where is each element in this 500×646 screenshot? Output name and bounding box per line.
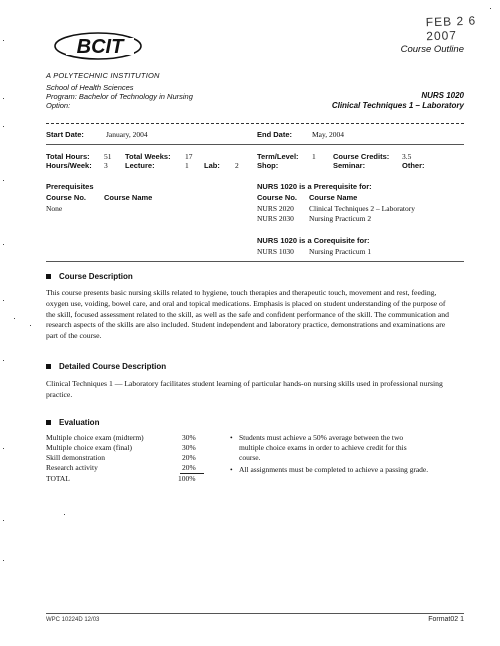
other-label: Other:: [402, 161, 425, 170]
start-date-label: Start Date:: [46, 130, 84, 139]
program: Program: Bachelor of Technology in Nursing: [46, 92, 193, 101]
term-label: Term/Level:: [257, 152, 299, 161]
eval-row-4-weight: 20%: [182, 463, 196, 472]
dates-rule: [46, 144, 464, 145]
term-value: 1: [312, 152, 316, 161]
prereq-for-col-name: Course Name: [309, 193, 358, 202]
footer-rule: [46, 613, 464, 614]
course-description-heading: [46, 272, 133, 281]
section-bullet-icon: [46, 274, 51, 279]
prereq-none: None: [46, 204, 63, 213]
course-description-text: This course presents basic nursing skills related to hygiene, touch therapies and therapeutic touch, movement and rest, feeding, oxygen use, voiding, bowel care, and oral and topical medications. Emphasis is placed on student understanding of the purpose of the skill, focused assessment related to the skill, as well as the safe and confident performance of the skill. The communication and research aspects of the skills are also included. Student independent and laboratory practice, demonstrations and examinations are part of the course.: [46, 288, 449, 341]
eval-total-item: TOTAL: [46, 474, 70, 483]
total-weeks-label: Total Weeks:: [125, 152, 171, 161]
start-date-value: January, 2004: [106, 130, 148, 139]
prereq-col-name: Course Name: [104, 193, 153, 202]
total-weeks-value: 17: [185, 152, 193, 161]
shop-label: Shop:: [257, 161, 279, 170]
tagline: A POLYTECHNIC INSTITUTION: [46, 71, 160, 80]
coreq-row-1-no: NURS 1030: [257, 247, 294, 256]
prereq-for-row-1-no: NURS 2020: [257, 204, 294, 213]
eval-row-2-weight: 30%: [182, 443, 196, 452]
coreq-heading: NURS 1020 is a Corequisite for:: [257, 236, 370, 245]
lab-value: 2: [235, 161, 239, 170]
lecture-label: Lecture:: [125, 161, 155, 170]
prereq-for-heading: NURS 1020 is a Prerequisite for:: [257, 182, 372, 191]
footer-right: Format02 1: [428, 616, 464, 623]
evaluation-heading: [46, 418, 99, 427]
doc-type: Course Outline: [400, 44, 464, 55]
section-bullet-icon: [46, 420, 51, 425]
detailed-description-text: Clinical Techniques 1 — Laboratory facilitates student learning of particular hands-on nursing skills used in professional nursing practice.: [46, 379, 443, 399]
footer-left: WPC 10224D 12/03: [46, 617, 100, 623]
eval-row-1-weight: 30%: [182, 433, 196, 442]
prereq-for-row-2-name: Nursing Practicum 2: [309, 214, 372, 223]
eval-row-2-item: Multiple choice exam (final): [46, 443, 133, 452]
total-hours-label: Total Hours:: [46, 152, 90, 161]
coreq-row-1-name: Nursing Practicum 1: [309, 247, 372, 256]
prereq-col-no: Course No.: [46, 193, 87, 202]
end-date-value: May, 2004: [312, 130, 345, 139]
evaluation-title: Evaluation: [59, 418, 100, 427]
received-stamp: FEB 2 6 2007: [425, 13, 477, 44]
option: Option:: [46, 101, 71, 110]
bcit-logo: [52, 28, 144, 68]
end-date-label: End Date:: [257, 130, 293, 139]
eval-note-1-bullet: •: [230, 433, 233, 442]
svg-text:BCIT: BCIT: [76, 36, 124, 58]
prereq-for-col-no: Course No.: [257, 193, 298, 202]
prereq-for-row-1-name: Clinical Techniques 2 – Laboratory: [309, 204, 415, 213]
eval-note-2: All assignments must be completed to achieve a passing grade.: [239, 465, 429, 474]
credits-value: 3.5: [402, 152, 412, 161]
coreq-rule: [46, 261, 464, 262]
eval-row-3-item: Skill demonstration: [46, 453, 105, 462]
course-code: NURS 1020: [421, 91, 464, 100]
detailed-description-title: Detailed Course Description: [59, 362, 167, 371]
eval-row-4-item: Research activity: [46, 463, 98, 472]
credits-label: Course Credits:: [333, 152, 390, 161]
prereq-for-row-2-no: NURS 2030: [257, 214, 294, 223]
hours-week-label: Hours/Week:: [46, 161, 92, 170]
hours-week-value: 3: [104, 161, 108, 170]
lab-label: Lab:: [204, 161, 220, 170]
eval-total-weight: 100%: [178, 474, 196, 483]
seminar-label: Seminar:: [333, 161, 366, 170]
header-rule: [46, 123, 464, 124]
eval-note-1: Students must achieve a 50% average between the two multiple choice exams in order to achieve credit for this course.: [239, 433, 407, 462]
course-description-title: Course Description: [59, 272, 133, 281]
total-hours-value: 51: [104, 152, 112, 161]
school: School of Health Sciences: [46, 83, 134, 92]
eval-note-2-bullet: •: [230, 465, 233, 474]
eval-row-3-weight: 20%: [182, 453, 196, 462]
lecture-value: 1: [185, 161, 189, 170]
detailed-description-heading: [46, 362, 166, 371]
eval-row-1-item: Multiple choice exam (midterm): [46, 433, 144, 442]
section-bullet-icon: [46, 364, 51, 369]
course-title: Clinical Techniques 1 – Laboratory: [331, 101, 464, 110]
prereq-heading: Prerequisites: [46, 182, 94, 191]
